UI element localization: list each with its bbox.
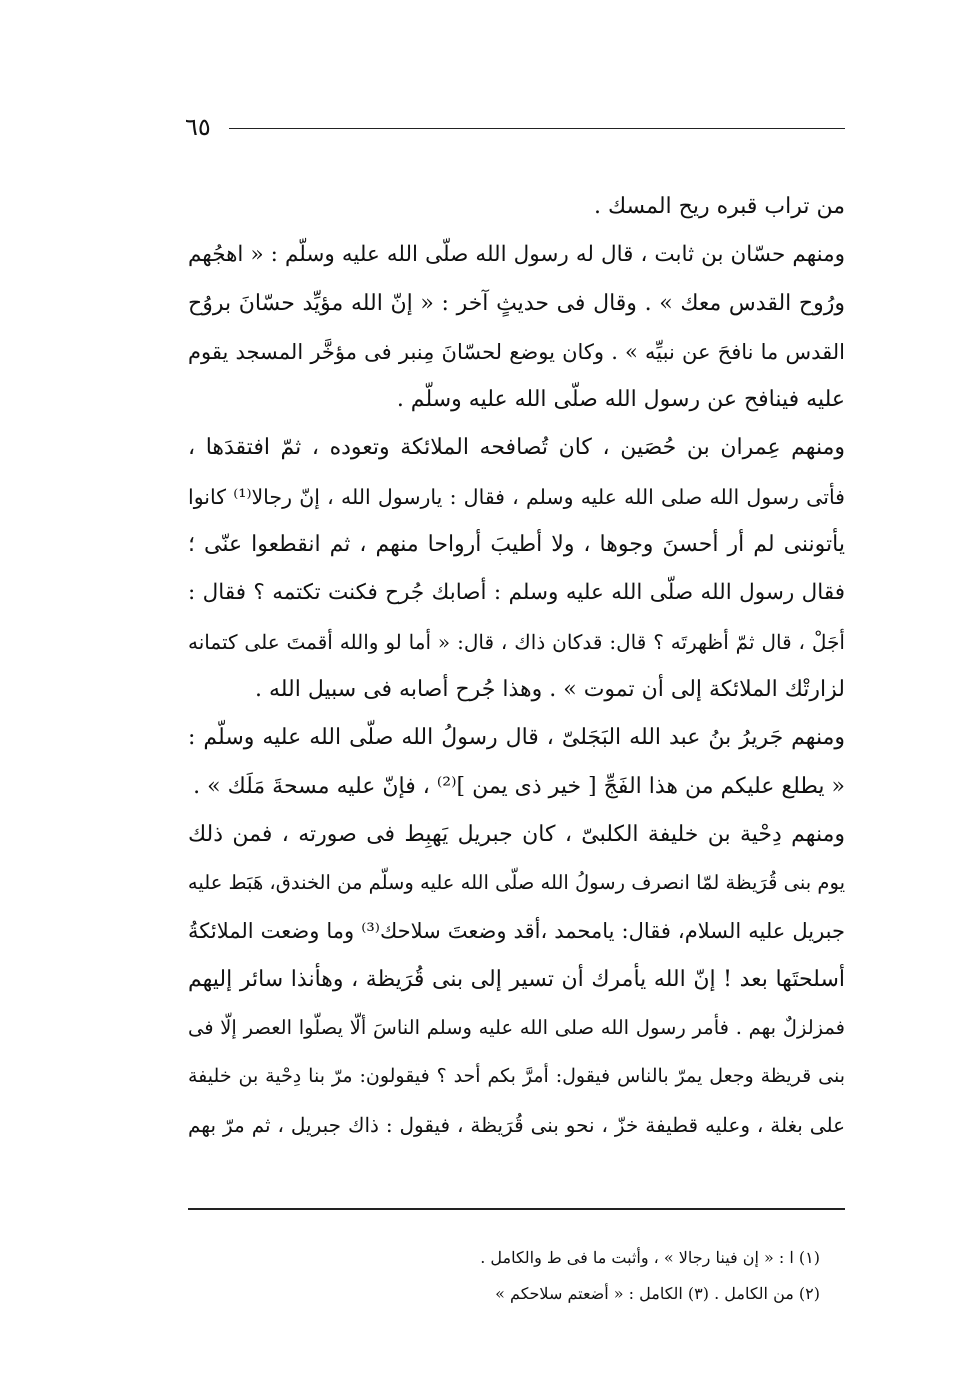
text-line: أسلحتَها بعد ! إنّ الله يأمرك أن تسير إلى بنى قُرَيظة ، وهأنذا سائر إليهم <box>188 966 845 992</box>
text-line: يوم بنى قُرَيظة لمّا انصرف رسولُ الله صلّى الله عليه وسلّم من الخندق، هَبَط عليه <box>188 871 845 895</box>
text-line: ومنهم جَريرُ بنُ عبد الله البَجَلىّ ، قال رسولُ الله صلّى الله عليه وسلّم : <box>188 725 845 751</box>
text-line: لزارتْك الملائكة إلى أن تموت » . وهذا جُرح أصابه فى سبيل الله . <box>254 676 845 702</box>
text-line: فمزلزلٌ بهم . فأمر رسول الله صلى الله عليه وسلم الناسَ ألّا يصلّوا العصر إلّا فى <box>188 1016 845 1040</box>
text-line: من تراب قبره ريح المسك . <box>593 194 845 219</box>
text-line: ومنهم دِحْية بن خليفة الكلبىّ ، كان جبريل يَهبِط فى صورته ، فمن ذلك <box>188 821 845 847</box>
text-line: فقال رسول الله صلّى الله عليه وسلم : أصابك جُرح فكنت تكتمه ؟ فقال : <box>188 580 845 606</box>
text-line: عليه فينافح عن رسول الله صلّى الله عليه وسلّم . <box>396 387 845 413</box>
footnote-rule <box>188 1208 845 1210</box>
text-line: فأتى رسول الله صلى الله عليه وسلم ، فقال : يارسول الله ، إنّ رجالا⁽¹⁾ كانوا <box>188 484 845 509</box>
text-line: على بغلة ، وعليه قطيفة خزّ ، نحو بنى قُرَيظة ، فيقول : ذاك جبريل ، ثم مرّ بهم <box>188 1112 845 1137</box>
text-line: ومنهم عِمران بن حُصَين ، كان تُصافحه الملائكة وتعوده ، ثمّ افتقدَها ، <box>188 435 845 461</box>
footnote: (١) ا : « إن فينا رجالا » ، وأثبت ما فى ط والكامل . <box>480 1248 820 1267</box>
footnote: (٢) من الكامل . (٣) الكامل : « أضعتم سلاحكم » <box>495 1284 820 1303</box>
text-line: « يطلع عليكم من هذا الفَجِّ [ خير ذى يمن ]⁽²⁾ ، فإنّ عليه مسحةَ مَلَك » . <box>193 773 845 799</box>
page-header <box>185 112 845 142</box>
text-line: ومنهم حسّان بن ثابت ، قال له رسول الله صلّى الله عليه وسلّم : « اهجُهم <box>188 242 845 268</box>
text-line: ورُوح القدس معك » . وقال فى حديثٍ آخر : « إنّ الله مؤيِّد حسّانَ بروُح <box>188 290 845 316</box>
header-rule <box>229 128 845 129</box>
text-line: يأتوننى لم أر أحسنَ وجوها ، ولا أطيبَ أرواحا منهم ، ثم انقطعوا عنّى ؛ <box>188 532 845 558</box>
text-line: بنى قريظة وجعل يمرّ بالناس فيقول: أمرَّ بكم أحد ؟ فيقولون: مرّ بنا دِحْية بن خليفة <box>188 1065 845 1088</box>
page-number: ٦٥ <box>185 113 211 141</box>
body-text <box>188 183 845 1149</box>
text-line: أجَلْ ، قال ثمّ أظهرتَه ؟ قال: قدكان ذاك ، قال: « أما لو والله أقمتَ على كتمانه <box>188 629 845 654</box>
footnotes <box>300 1240 820 1312</box>
text-line: جبريل عليه السلام، فقال: يامحمد ،أقد وضعتَ سلاحك⁽³⁾ وما وضعت الملائكةُ <box>188 919 845 944</box>
text-line: القدس ما نافحَ عن نبيِّه » . وكان يوضع لحسّانَ مِنبر فى مؤخَّر المسجد يقوم <box>188 339 845 364</box>
